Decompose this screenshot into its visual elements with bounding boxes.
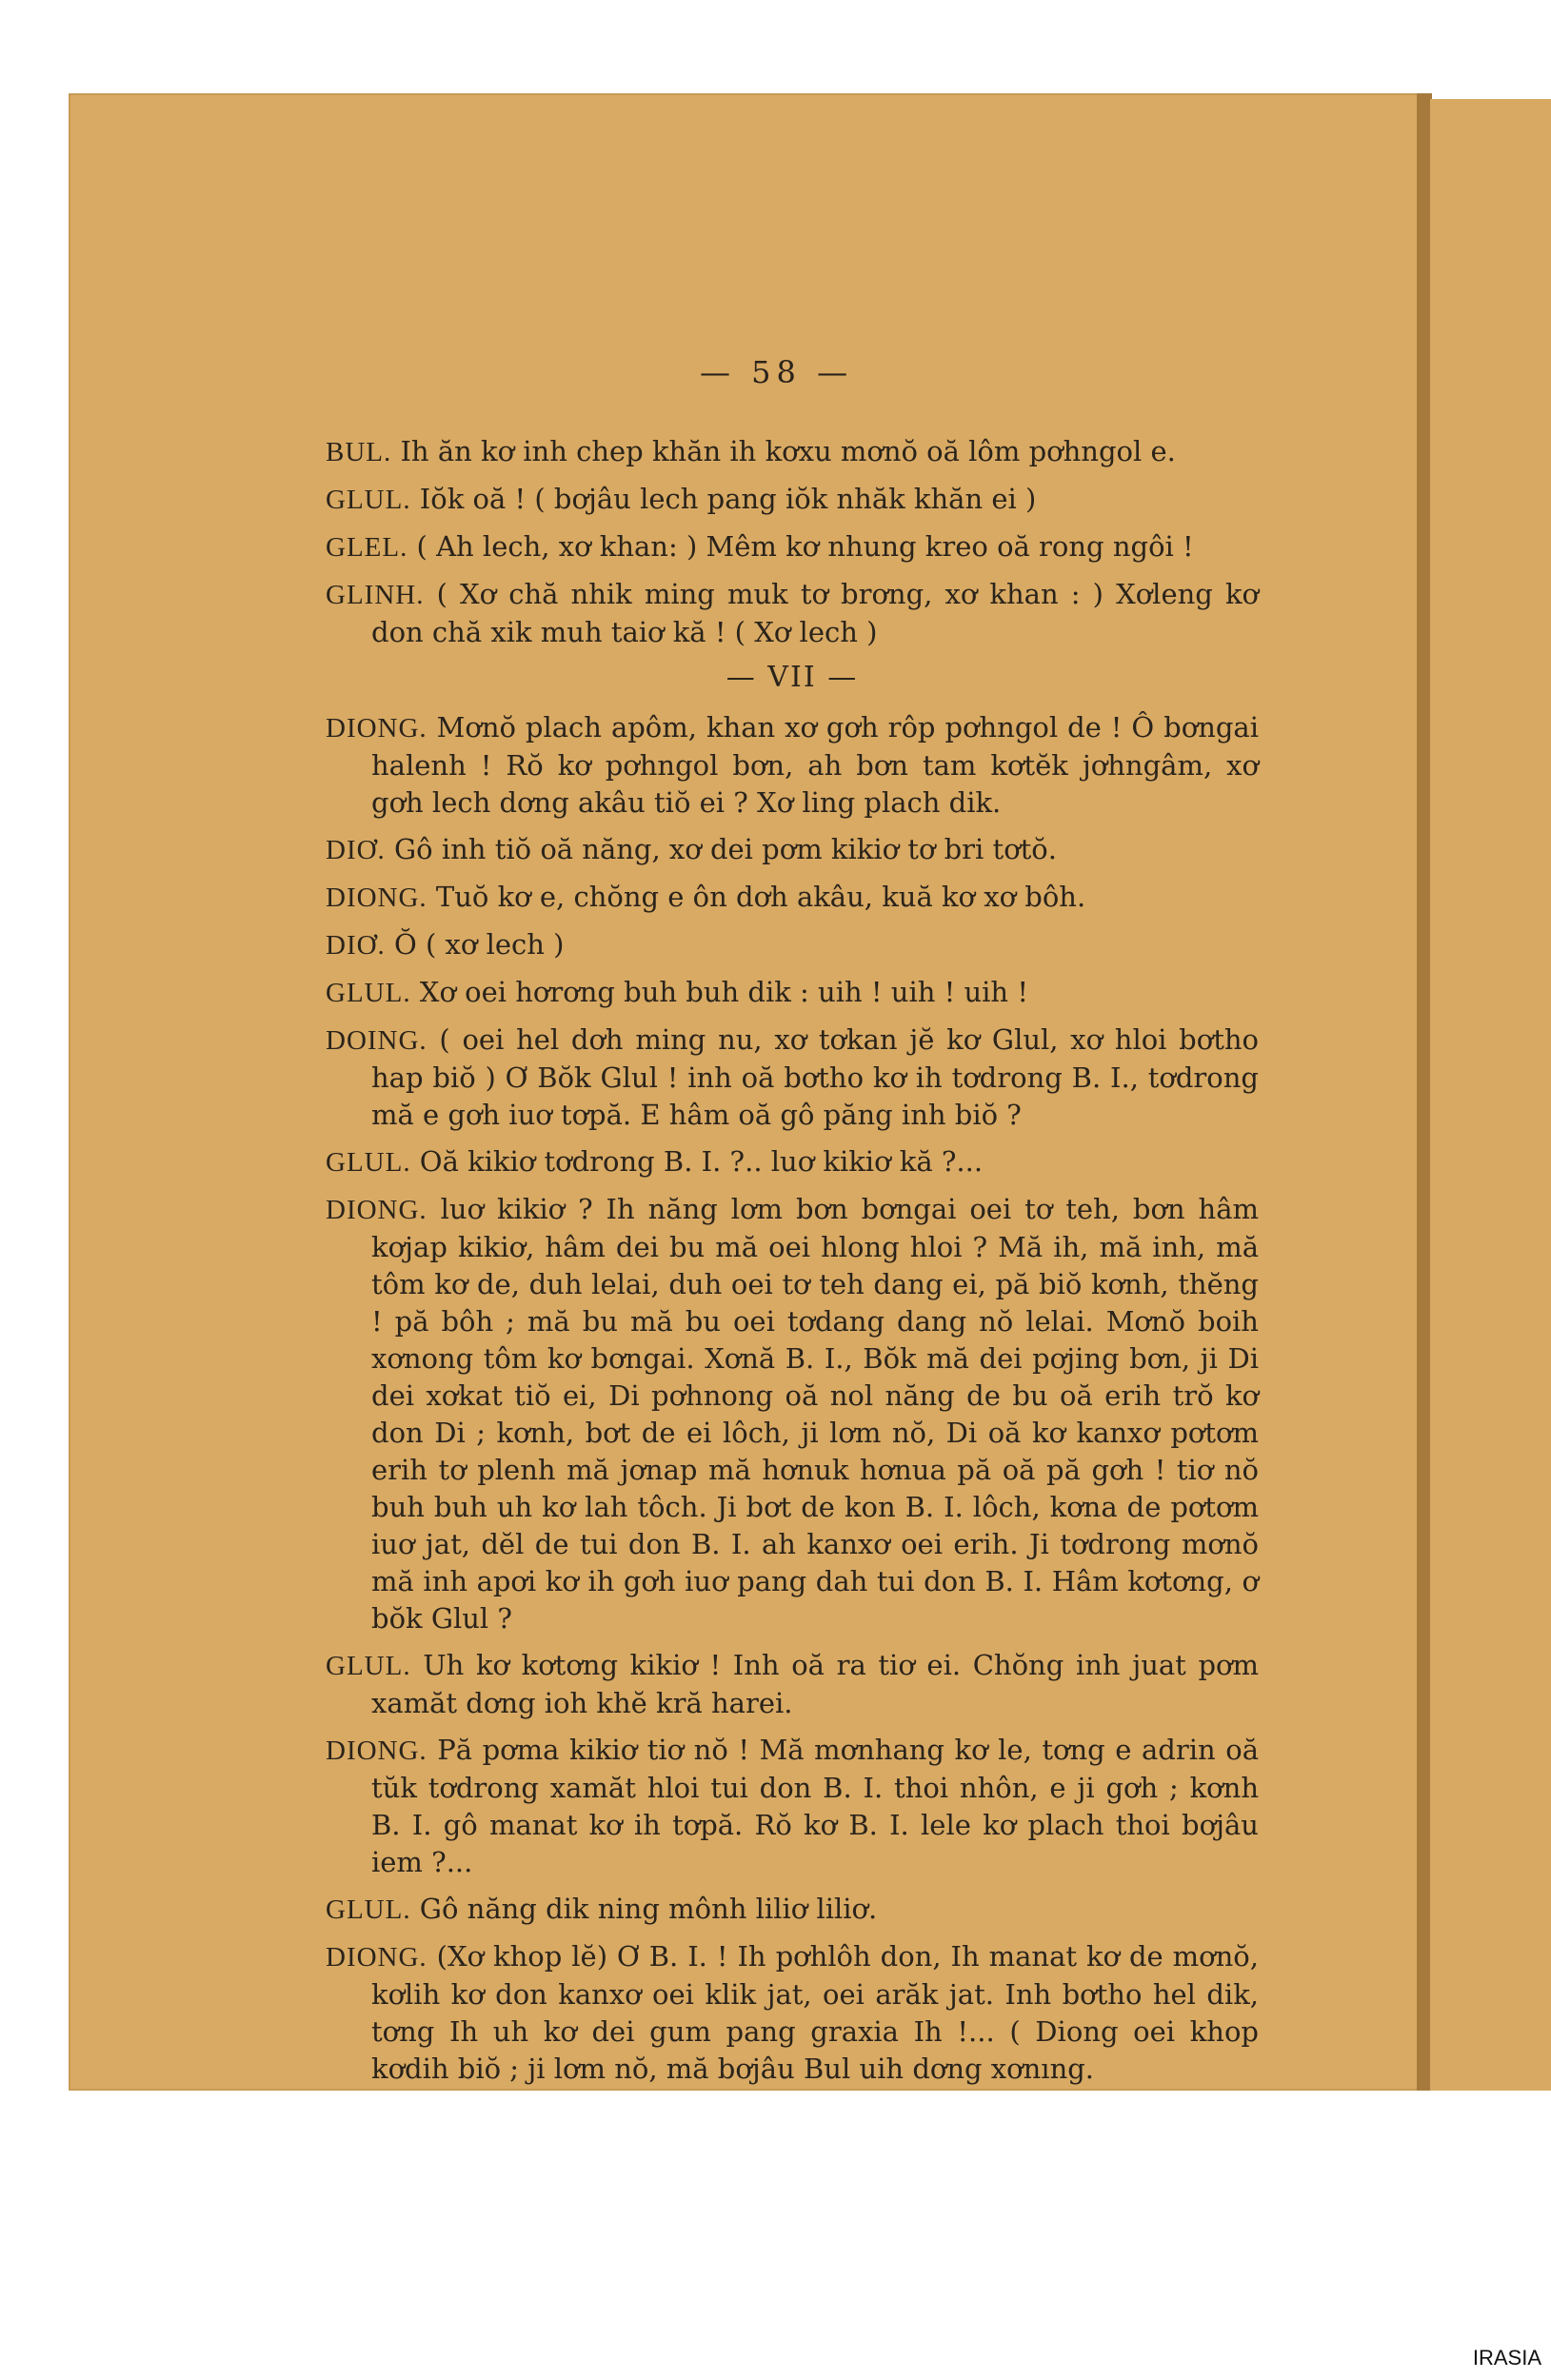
line-text: Gô inh tiŏ oă năng, xơ dei pơm kikiơ tơ bri tơtŏ. [385,833,1057,865]
dialogue-line [326,528,1259,566]
page-number: — 58 — [700,354,854,390]
speaker-name: GLUL. [326,1894,411,1925]
speaker-name: DIONG. [326,1195,428,1225]
speaker-name: GLEL. [326,532,408,563]
line-text: Gô năng dik ning mônh liliơ liliơ. [410,1893,878,1925]
line-text: Ŏ ( xơ lech ) [385,928,565,961]
facing-page-edge [1430,99,1551,2091]
line-text: Oă kikiơ tơdrong B. I. ?.. luơ kikiơ kă ?... [410,1145,984,1178]
dialogue-line [326,926,1259,964]
speaker-name: DIONG. [326,713,428,744]
line-text: ( Ah lech, xơ khan: ) Mêm kơ nhung kreo oă rong ngôi ! [408,530,1194,563]
dialogue-line [326,831,1259,869]
line-text: Xơ oei hơrơng buh buh dik : uih ! uih ! uih ! [410,976,1028,1008]
dialogue-line [326,879,1259,917]
dialogue-text [326,433,1259,2097]
speaker-name: DIONG. [326,883,428,913]
line-text: luơ kikiơ ? Ih năng lơm bơn bơngai oei tơ teh, bơn hâm kơjap kikiơ, hâm dei bu mă oei hlong hloi ? Mă ih, mă inh, mă tôm kơ de, duh lelai, duh oei tơ teh dang ei, pă biŏ kơnh, thĕng ! pă bôh ; mă bu mă bu oei tơdang dang nŏ lelai. Mơnŏ boih xơnong tôm kơ bơngai. Xơnă B. I., Bŏk mă dei pơjing bơn, ji Di dei xơkat tiŏ ei, Di pơhnong oă nol năng de bu oă erih trŏ kơ don Di ; kơnh, bơt de ei lôch, ji lơm nŏ, Di oă kơ kanxơ pơtơm erih tơ plenh mă jơnap mă hơnuk hơnua pă oă pă gơh ! tiơ nŏ buh buh uh kơ lah tôch. Ji bơt de kon B. I. lôch, kơna de pơtơm iuơ jat, dĕl de tui don B. I. ah kanxơ oei erih. Ji tơdrong mơnŏ mă inh apơi kơ ih gơh iuơ pang dah tui don B. I. Hâm kơtơng, ơ bŏk Glul ? [371,1193,1259,1635]
dialogue-line [326,1191,1259,1637]
dialogue-line [326,1647,1259,1722]
speaker-name: GLUL. [326,978,411,1008]
dialogue-line [326,1938,1259,2088]
dialogue-line [326,1021,1259,1134]
dialogue-before-section [326,433,1259,651]
line-text: Iŏk oă ! ( bơjâu lech pang iŏk nhăk khăn ei ) [410,483,1037,515]
speaker-name: GLUL. [326,1651,411,1681]
speaker-name: GLINH. [326,580,425,610]
dialogue-line [326,576,1259,651]
line-text: Ih ăn kơ inh chep khăn ih kơxu mơnŏ oă lôm pơhngol e. [391,435,1176,467]
line-text: Uh kơ kơtơng kikiơ ! Inh oă ra tiơ ei. Chŏng inh juat pơm xamăt dơng ioh khĕ kră harei. [371,1649,1259,1719]
speaker-name: DIONG. [326,1735,428,1766]
line-text: ( Xơ chă nhik ming muk tơ brơng, xơ khan : ) Xơleng kơ don chă xik muh taiơ kă ! ( Xơ lech ) [371,578,1259,648]
speaker-name: DIƠ. [326,930,386,961]
speaker-name: GLUL. [326,485,411,515]
line-text: Pă pơma kikiơ tiơ nŏ ! Mă mơnhang kơ le, tơng e adrin oă tŭk tơdrong xamăt hloi tui don B. I. thoi nhôn, e ji gơh ; kơnh B. I. gô manat kơ ih tơpă. Rŏ kơ B. I. lele kơ plach thoi bơjâu iem ?... [371,1734,1259,1878]
dialogue-line [326,974,1259,1012]
speaker-name: GLUL. [326,1147,411,1178]
line-text: (Xơ khop lĕ) Ơ B. I. ! Ih pơhlôh don, Ih manat kơ de mơnŏ, kơlih kơ don kanxơ oei klik jat, oei arăk jat. Inh bơtho hel dik, tơng Ih uh kơ dei gum pang graxia Ih !... ( Diong oei khop kơdih biŏ ; ji lơm nŏ, mă bơjâu Bul uih dơng xơnıng. [371,1940,1259,2085]
speaker-name: DIONG. [326,1942,428,1973]
dialogue-line [326,433,1259,471]
speaker-name: BUL. [326,437,392,467]
line-text: ( oei hel dơh ming nu, xơ tơkan jĕ kơ Glul, xơ hloi bơtho hap biŏ ) Ơ Bŏk Glul ! inh oă bơtho kơ ih tơdrong B. I., tơdrong mă e gơh iuơ tơpă. E hâm oă gô păng inh biŏ ? [371,1023,1259,1131]
dialogue-line [326,1732,1259,1881]
line-text: Tuŏ kơ e, chŏng e ôn dơh akâu, kuă kơ xơ bôh. [427,881,1086,913]
watermark-label: IRASIA [1472,2346,1541,2370]
dialogue-line [326,481,1259,519]
dialogue-line [326,709,1259,822]
speaker-name: DOING. [326,1025,428,1056]
dialogue-after-section [326,709,1259,2088]
dialogue-line [326,1891,1259,1929]
line-text: Mơnŏ plach apôm, khan xơ gơh rôp pơhngol de ! Ô bơngai halenh ! Rŏ kơ pơhngol bơn, ah bơn tam kơtĕk jơhngâm, xơ gơh lech dơng akâu tiŏ ei ? Xơ ling plach dik. [371,711,1259,819]
section-heading: — VII — [726,661,859,694]
speaker-name: DIƠ. [326,835,386,865]
dialogue-line [326,1143,1259,1181]
